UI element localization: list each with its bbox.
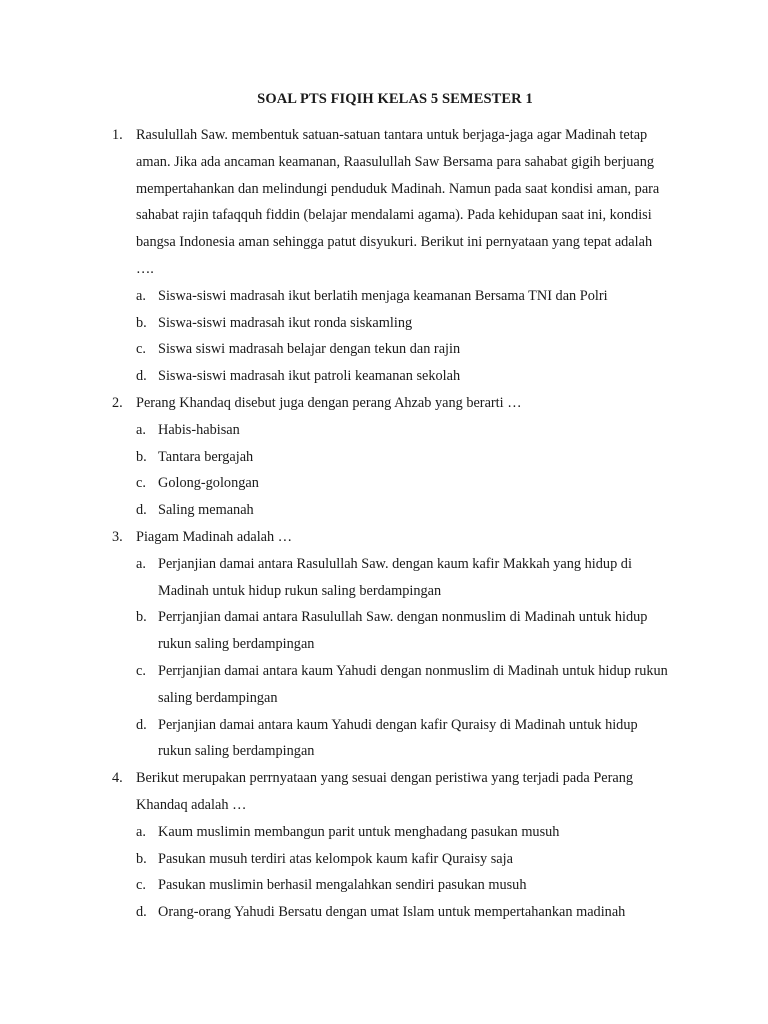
option-item: [136, 551, 672, 605]
option-letter: a.: [136, 823, 146, 840]
option-letter: b.: [136, 609, 147, 626]
question-text: Piagam Madinah adalah …: [136, 528, 293, 545]
option-list: [136, 819, 672, 926]
option-text: Pasukan muslimin berhasil mengalahkan sendiri pasukan musuh: [158, 877, 527, 894]
option-letter: a.: [136, 555, 146, 572]
option-item: [136, 363, 672, 390]
option-item: [136, 336, 672, 363]
question-text: Berikut merupakan perrnyataan yang sesuai dengan peristiwa yang terjadi pada Perang Khandaq adalah …: [136, 770, 634, 813]
option-letter: b.: [136, 850, 147, 867]
option-text: Perrjanjian damai antara kaum Yahudi dengan nonmuslim di Madinah untuk hidup rukun saling berdampingan: [158, 662, 668, 706]
question-number: 4.: [112, 770, 123, 787]
option-item: [136, 497, 672, 524]
option-list: [136, 551, 672, 765]
option-item: [136, 417, 672, 444]
option-letter: c.: [136, 475, 146, 492]
option-text: Saling memanah: [158, 502, 254, 519]
option-text: Siswa-siswi madrasah ikut patroli keamanan sekolah: [158, 368, 461, 385]
option-text: Golong-golongan: [158, 475, 259, 492]
option-letter: c.: [136, 877, 146, 894]
option-item: [136, 604, 672, 658]
option-text: Kaum muslimin membangun parit untuk menghadang pasukan musuh: [158, 823, 560, 840]
option-text: Siswa siswi madrasah belajar dengan tekun dan rajin: [158, 341, 461, 358]
question-item-3: [112, 524, 672, 765]
option-item: [136, 283, 672, 310]
option-item: [136, 846, 672, 873]
option-item: [136, 872, 672, 899]
option-text: Pasukan musuh terdiri atas kelompok kaum kafir Quraisy saja: [158, 850, 513, 867]
question-item-1: [112, 122, 672, 390]
option-text: Perjanjian damai antara Rasulullah Saw. dengan kaum kafir Makkah yang hidup di Madinah untuk hidup rukun saling berdampingan: [158, 555, 632, 599]
option-text: Siswa-siswi madrasah ikut ronda siskamling: [158, 314, 413, 331]
option-letter: d.: [136, 368, 147, 385]
question-number: 3.: [112, 528, 123, 545]
option-letter: a.: [136, 421, 146, 438]
option-text: Orang-orang Yahudi Bersatu dengan umat Islam untuk mempertahankan madinah: [158, 904, 626, 921]
question-list: [112, 122, 672, 926]
option-letter: c.: [136, 662, 146, 679]
option-list: [136, 283, 672, 390]
option-letter: d.: [136, 904, 147, 921]
option-list: [136, 417, 672, 524]
option-text: Perjanjian damai antara kaum Yahudi dengan kafir Quraisy di Madinah untuk hidup rukun saling berdampingan: [158, 716, 638, 760]
question-text: Rasulullah Saw. membentuk satuan-satuan tantara untuk berjaga-jaga agar Madinah tetap aman. Jika ada ancaman keamanan, Raasulullah Saw Bersama para sahabat gigih berjuang mempertahankan dan melindungi penduduk Madinah. Namun pada saat kondisi aman, para sahabat rajin tafaqquh fiddin (belajar mendalami agama). Pada kehidupan saat ini, kondisi bangsa Indonesia aman sehingga patut disyukuri. Berikut ini pernyataan yang tepat adalah ….: [136, 127, 660, 277]
question-text: Perang Khandaq disebut juga dengan perang Ahzab yang berarti …: [136, 394, 522, 411]
question-item-2: [112, 390, 672, 524]
option-text: Habis-habisan: [158, 421, 240, 438]
option-item: [136, 470, 672, 497]
option-text: Tantara bergajah: [158, 448, 254, 465]
option-item: [136, 310, 672, 337]
option-item: [136, 712, 672, 766]
option-letter: b.: [136, 448, 147, 465]
option-item: [136, 658, 672, 712]
option-item: [136, 899, 672, 926]
document-title: SOAL PTS FIQIH KELAS 5 SEMESTER 1: [257, 91, 533, 107]
option-item: [136, 819, 672, 846]
option-letter: c.: [136, 341, 146, 358]
option-letter: b.: [136, 314, 147, 331]
question-number: 2.: [112, 394, 123, 411]
question-number: 1.: [112, 127, 123, 143]
option-letter: d.: [136, 502, 147, 519]
option-text: Perrjanjian damai antara Rasulullah Saw. dengan nonmuslim di Madinah untuk hidup rukun saling berdampingan: [158, 609, 648, 653]
option-text: Siswa-siswi madrasah ikut berlatih menjaga keamanan Bersama TNI dan Polri: [158, 287, 608, 304]
question-item-4: [112, 765, 672, 926]
option-letter: a.: [136, 287, 146, 304]
option-letter: d.: [136, 716, 147, 733]
option-item: [136, 444, 672, 471]
